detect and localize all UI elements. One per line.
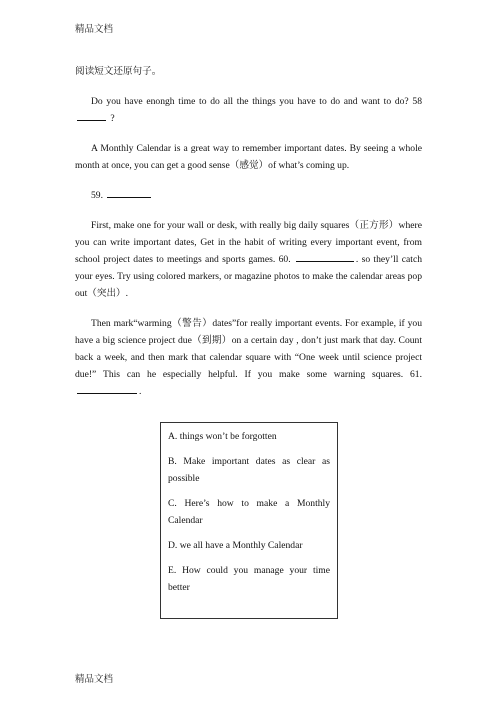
paragraph-5 [75,315,422,400]
question-60-number: 60. [278,254,291,265]
question-58-number: 58 [412,96,422,107]
option-b: B. Make important dates as clear as possible [168,456,330,484]
paragraph-1-end: ? [110,113,115,124]
page-header: 精品文档 [75,25,114,35]
paragraph-1-text: Do you have enongh time to do all the things you have to do and want to do? [91,96,409,107]
answer-blank-58[interactable] [77,110,106,121]
paragraph-2: A Monthly Calendar is a great way to remember important dates. By seeing a whole month at once, you can get a good sense（感觉）of what’s coming up. [75,143,422,171]
paragraph-4-end: . so they’ll catch your eyes. Try using colored markers, or magazine photos to make the calendar areas pop out（突出）. [75,254,423,299]
paragraph-5-end: . [139,386,142,397]
question-61-number: 61. [409,369,422,380]
paragraph-4-text: First, make one for your wall or desk, with really big daily squares（正方形）where you can write important dates, Get in the habit of writing every important event, from school project dates to meetings and sports games. [75,220,422,265]
answer-blank-61[interactable] [77,383,137,394]
option-a: A. things won’t be forgotten [168,431,277,442]
answer-blank-60[interactable] [296,251,354,262]
answer-blank-59[interactable] [107,187,151,198]
paragraph-5-text: Then mark“warming（警告）dates”for really important events. For example, if you have a big science project due（到期）on a certain day , don’t just mark that day. Count back a week, and then mark that calendar square with “One week until science project due!” This can he especially helpful. If you make some warning squares. [75,318,422,380]
options-box [160,422,338,619]
question-59-number: 59. [91,190,103,201]
option-d: D. we all have a Monthly Calendar [168,540,303,551]
option-e: E. How could you manage your time better [168,565,330,593]
paragraph-4 [75,217,422,302]
paragraph-1 [75,93,422,127]
document-body [75,63,422,413]
instruction: 阅读短文还原句子。 [75,66,162,77]
paragraph-3 [75,187,422,204]
page-footer: 精品文档 [75,675,114,685]
option-c: C. Here’s how to make a Monthly Calendar [168,498,330,526]
